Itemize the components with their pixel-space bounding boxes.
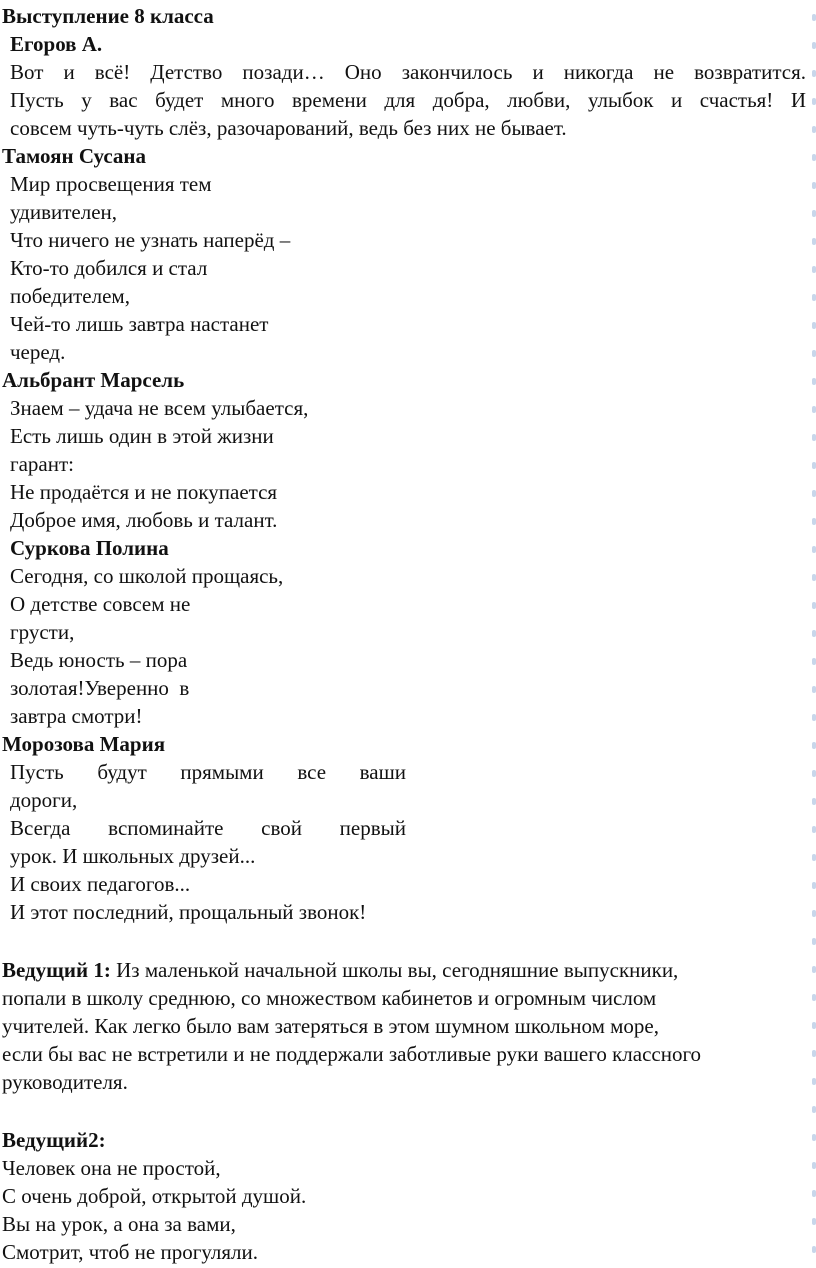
verse-line: Кто-то добился и стал xyxy=(10,256,208,280)
verse-line: Чей-то лишь завтра настанет xyxy=(10,312,269,336)
edge-mark xyxy=(812,238,816,245)
edge-mark xyxy=(812,742,816,749)
verse-line: дороги, xyxy=(10,788,78,812)
edge-mark xyxy=(812,294,816,301)
verse-line: И своих педагогов... xyxy=(10,872,191,896)
edge-mark xyxy=(812,630,816,637)
edge-mark xyxy=(812,154,816,161)
edge-mark xyxy=(812,126,816,133)
text-line: руководителя. xyxy=(2,1070,128,1094)
verse-line: Ведь юность – пора xyxy=(10,648,188,672)
edge-mark xyxy=(812,518,816,525)
text-line: Пусть у вас будет много времени для добра, любви, улыбок и счастья! И xyxy=(10,88,806,112)
edge-mark xyxy=(812,882,816,889)
verse-line: урок. И школьных друзей... xyxy=(10,844,256,868)
verse-line: Есть лишь один в этой жизни xyxy=(10,424,274,448)
edge-mark xyxy=(812,1190,816,1197)
edge-mark xyxy=(812,1134,816,1141)
edge-mark xyxy=(812,350,816,357)
text-line: попали в школу среднюю, со множеством кабинетов и огромным числом xyxy=(2,986,657,1010)
edge-mark xyxy=(812,938,816,945)
verse-line: О детстве совсем не xyxy=(10,592,191,616)
text-line: совсем чуть-чуть слёз, разочарований, ведь без них не бывает. xyxy=(10,116,567,140)
verse-line: Пусть будут прямыми все ваши xyxy=(10,760,406,784)
verse-line: золотая!Уверенно в xyxy=(10,676,190,700)
edge-mark xyxy=(812,1022,816,1029)
host1-first-line xyxy=(2,956,678,984)
edge-mark xyxy=(812,798,816,805)
verse-line: Доброе имя, любовь и талант. xyxy=(10,508,278,532)
verse-line: Мир просвещения тем xyxy=(10,172,212,196)
text-line: если бы вас не встретили и не поддержали заботливые руки вашего классного xyxy=(2,1042,702,1066)
edge-mark xyxy=(812,1246,816,1253)
edge-mark xyxy=(812,1218,816,1225)
verse-line: удивителен, xyxy=(10,200,118,224)
verse-line: И этот последний, прощальный звонок! xyxy=(10,900,367,924)
edge-mark xyxy=(812,546,816,553)
edge-mark xyxy=(812,1078,816,1085)
edge-mark xyxy=(812,686,816,693)
edge-mark xyxy=(812,70,816,77)
verse-line: грусти, xyxy=(10,620,75,644)
text-line: учителей. Как легко было вам затеряться в этом шумном школьном море, xyxy=(2,1014,659,1038)
edge-mark xyxy=(812,98,816,105)
verse-line: Сегодня, со школой прощаясь, xyxy=(10,564,284,588)
edge-mark xyxy=(812,910,816,917)
edge-mark xyxy=(812,1106,816,1113)
page-edge-decoration xyxy=(810,0,816,1268)
edge-mark xyxy=(812,182,816,189)
speaker-tamoyan: Тамоян Сусана xyxy=(2,144,146,168)
edge-mark xyxy=(812,770,816,777)
verse-line: завтра смотри! xyxy=(10,704,143,728)
edge-mark xyxy=(812,266,816,273)
verse-line: Не продаётся и не покупается xyxy=(10,480,278,504)
host2-label: Ведущий2: xyxy=(2,1128,106,1152)
speaker-surkova: Суркова Полина xyxy=(10,536,169,560)
edge-mark xyxy=(812,966,816,973)
edge-mark xyxy=(812,854,816,861)
verse-line: Вы на урок, а она за вами, xyxy=(2,1212,236,1236)
verse-line: победителем, xyxy=(10,284,130,308)
text-line: Вот и всё! Детство позади… Оно закончилось и никогда не возвратится. xyxy=(10,60,806,84)
edge-mark xyxy=(812,210,816,217)
verse-line: черед. xyxy=(10,340,66,364)
edge-mark xyxy=(812,462,816,469)
edge-mark xyxy=(812,714,816,721)
edge-mark xyxy=(812,14,816,21)
edge-mark xyxy=(812,658,816,665)
edge-mark xyxy=(812,602,816,609)
verse-line: Всегда вспоминайте свой первый xyxy=(10,816,406,840)
edge-mark xyxy=(812,826,816,833)
verse-line: С очень доброй, открытой душой. xyxy=(2,1184,307,1208)
verse-line: Что ничего не узнать наперёд – xyxy=(10,228,291,252)
verse-line: гарант: xyxy=(10,452,75,476)
document-title: Выступление 8 класса xyxy=(2,4,214,28)
edge-mark xyxy=(812,1050,816,1057)
verse-line: Человек она не простой, xyxy=(2,1156,221,1180)
edge-mark xyxy=(812,322,816,329)
edge-mark xyxy=(812,574,816,581)
speaker-albrant: Альбрант Марсель xyxy=(2,368,185,392)
edge-mark xyxy=(812,406,816,413)
host1-text: Из маленькой начальной школы вы, сегодняшние выпускники, xyxy=(110,958,679,982)
edge-mark xyxy=(812,490,816,497)
edge-mark xyxy=(812,1162,816,1169)
edge-mark xyxy=(812,42,816,49)
edge-mark xyxy=(812,378,816,385)
speaker-egorov: Егоров А. xyxy=(10,32,103,56)
speaker-morozova: Морозова Мария xyxy=(2,732,166,756)
host1-label: Ведущий 1: xyxy=(2,958,111,982)
edge-mark xyxy=(812,994,816,1001)
verse-line: Знаем – удача не всем улыбается, xyxy=(10,396,309,420)
verse-line: Смотрит, чтоб не прогуляли. xyxy=(2,1240,259,1264)
edge-mark xyxy=(812,434,816,441)
